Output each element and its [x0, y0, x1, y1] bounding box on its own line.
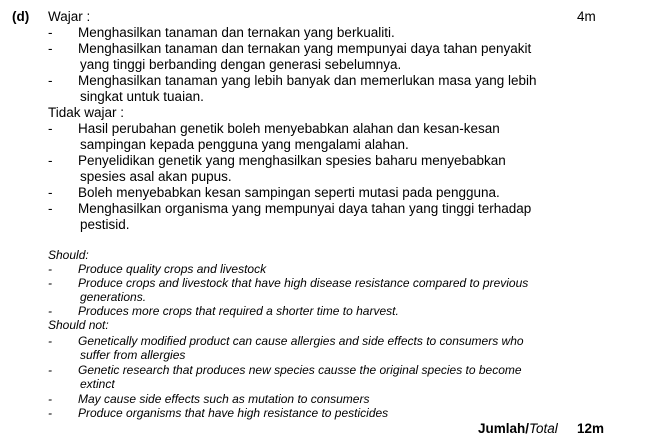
- total-label-en: Total: [529, 421, 558, 436]
- should-heading: Should:: [48, 248, 89, 262]
- bullet: -: [48, 262, 52, 276]
- tidak-wajar-item-2-line-2: spesies asal akan pupus.: [80, 169, 232, 184]
- tidak-wajar-item-4-line-1: Menghasilkan organisma yang mempunyai daya tahan yang tinggi terhadap: [78, 201, 532, 216]
- should-not-item-2-line-2: extinct: [80, 377, 115, 391]
- should-item-2-line-2: generations.: [80, 290, 147, 304]
- wajar-item-2-line-2: yang tinggi berbanding dengan generasi sebelumnya.: [80, 57, 402, 72]
- should-not-heading: Should not:: [48, 318, 109, 332]
- tidak-wajar-item-1-line-1: Hasil perubahan genetik boleh menyebabkan alahan dan kesan-kesan: [78, 121, 500, 136]
- should-not-item-4-line-1: Produce organisms that have high resistance to pesticides: [78, 406, 389, 420]
- bullet: -: [48, 363, 52, 377]
- should-not-item-1-line-2: suffer from allergies: [80, 348, 186, 362]
- bullet: -: [48, 153, 53, 168]
- part-label: (d): [12, 9, 30, 24]
- marks-label: 4m: [577, 9, 596, 24]
- should-item-1-line-1: Produce quality crops and livestock: [78, 262, 267, 276]
- bullet: -: [48, 25, 53, 40]
- bullet: -: [48, 304, 52, 318]
- bullet: -: [48, 406, 52, 420]
- wajar-item-1-line-1: Menghasilkan tanaman dan ternakan yang berkualiti.: [78, 25, 395, 40]
- wajar-heading: Wajar :: [48, 9, 91, 24]
- tidak-wajar-item-2-line-1: Penyelidikan genetik yang menghasilkan spesies baharu menyebabkan: [78, 153, 506, 168]
- tidak-wajar-item-3-line-1: Boleh menyebabkan kesan sampingan seperti mutasi pada pengguna.: [78, 185, 500, 200]
- bullet: -: [48, 276, 52, 290]
- bullet: -: [48, 185, 53, 200]
- wajar-item-3-line-2: singkat untuk tuaian.: [80, 89, 204, 104]
- bullet: -: [48, 334, 52, 348]
- total-marks: 12m: [577, 421, 605, 436]
- bullet: -: [48, 392, 52, 406]
- wajar-item-2-line-1: Menghasilkan tanaman dan ternakan yang mempunyai daya tahan penyakit: [78, 41, 532, 56]
- total-label: [478, 421, 558, 437]
- should-not-item-2-line-1: Genetic research that produces new species causse the original species to become: [78, 363, 522, 377]
- tidak-wajar-item-4-line-2: pestisid.: [80, 217, 130, 232]
- total-label-ms: Jumlah/: [478, 421, 530, 436]
- should-not-item-1-line-1: Genetically modified product can cause allergies and side effects to consumers who: [78, 334, 524, 348]
- tidak-wajar-item-1-line-2: sampingan kepada pengguna yang mengalami alahan.: [80, 137, 409, 152]
- bullet: -: [48, 201, 53, 216]
- should-item-2-line-1: Produce crops and livestock that have high disease resistance compared to previous: [78, 276, 529, 290]
- bullet: -: [48, 41, 53, 56]
- wajar-item-3-line-1: Menghasilkan tanaman yang lebih banyak dan memerlukan masa yang lebih: [78, 73, 537, 88]
- bullet: -: [48, 73, 53, 88]
- should-not-item-3-line-1: May cause side effects such as mutation to consumers: [78, 392, 370, 406]
- tidak-wajar-heading: Tidak wajar :: [48, 105, 125, 120]
- bullet: -: [48, 121, 53, 136]
- should-item-3-line-1: Produces more crops that required a shorter time to harvest.: [78, 304, 399, 318]
